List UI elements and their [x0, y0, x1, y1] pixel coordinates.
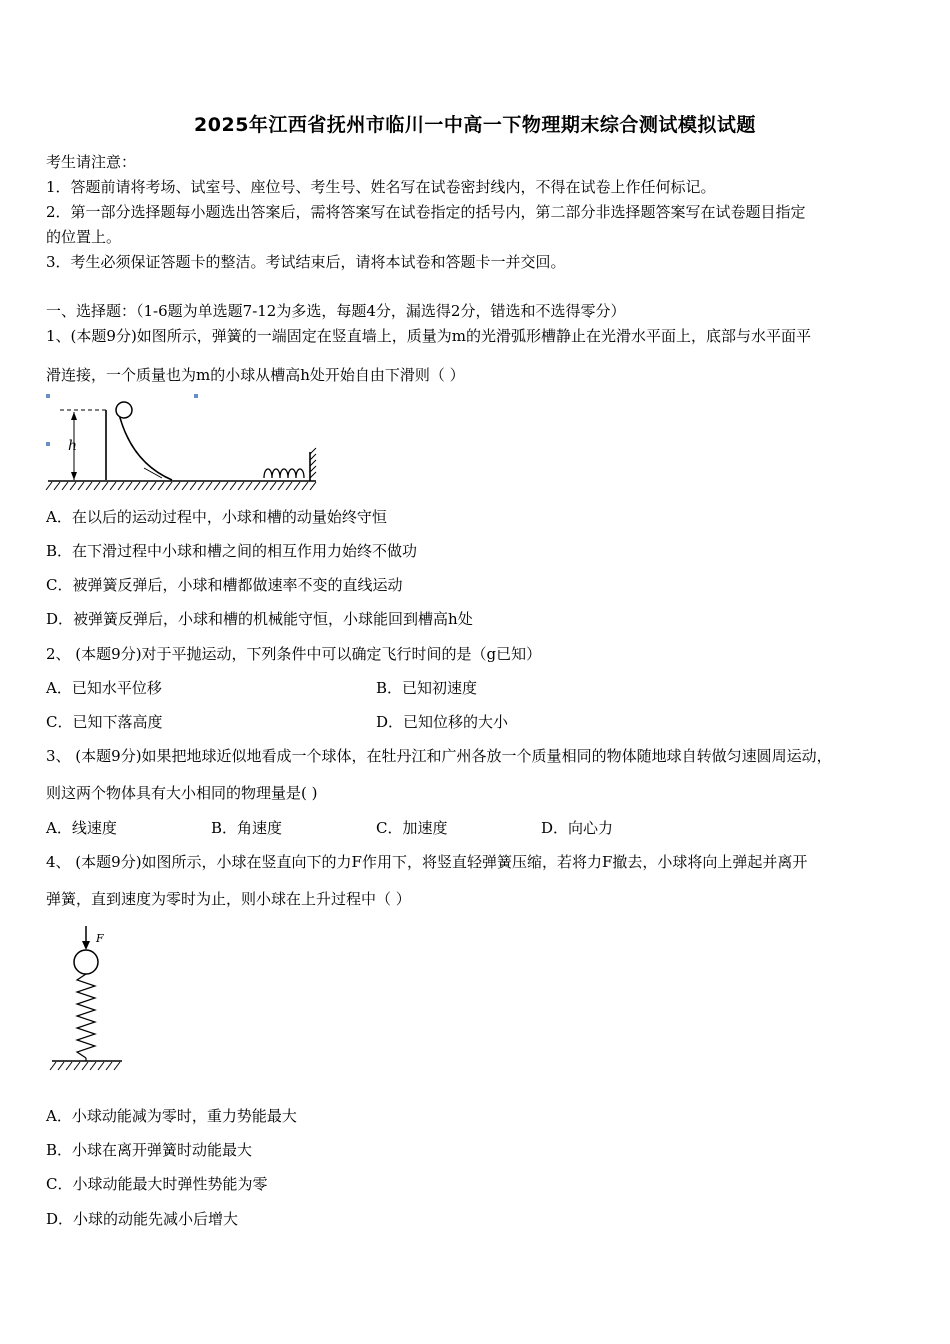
figure-marker [46, 442, 50, 446]
trough-arc [118, 410, 172, 480]
force-arrow-head [82, 941, 90, 950]
q1-figure-slope-spring [44, 392, 324, 492]
q2-option-c: C．已知下落高度 [46, 713, 163, 731]
q2-stem: 2、 (本题9分)对于平抛运动，下列条件中可以确定飞行时间的是（g已知） [46, 645, 542, 663]
q4-option-a: A．小球动能减为零时，重力势能最大 [46, 1107, 297, 1125]
q3-stem-line-1: 3、 (本题9分)如果把地球近似地看成一个球体，在牡丹江和广州各放一个质量相同的物体随地球自转做匀速圆周运动， [46, 747, 832, 765]
ground-hatching [46, 482, 316, 490]
q1-stem-line-1: 1、(本题9分)如图所示，弹簧的一端固定在竖直墙上，质量为m的光滑弧形槽静止在光滑水平面上，底部与水平面平 [46, 327, 812, 345]
q4-stem-line-2: 弹簧，直到速度为零时为止，则小球在上升过程中（ ） [46, 890, 411, 908]
q2-option-d: D．已知位移的大小 [376, 713, 509, 731]
spring [77, 974, 95, 1058]
height-arrow-down [71, 472, 77, 480]
page-title: 2025年江西省抚州市临川一中高一下物理期末综合测试模拟试题 [194, 114, 756, 136]
notice-item-2: 2．第一部分选择题每小题选出答案后，需将答案写在试卷指定的括号内，第二部分非选择题答案写在试卷题目指定 [46, 203, 806, 221]
q3-option-b: B．角速度 [211, 819, 283, 837]
q3-option-d: D．向心力 [541, 819, 614, 837]
q1-option-b: B．在下滑过程中小球和槽之间的相互作用力始终不做功 [46, 542, 418, 560]
q2-option-a: A．已知水平位移 [46, 679, 162, 697]
q4-figure-ball-spring [46, 924, 126, 1074]
figure-marker [194, 394, 198, 398]
q4-option-b: B．小球在离开弹簧时动能最大 [46, 1141, 253, 1159]
q4-stem-line-1: 4、 (本题9分)如图所示，小球在竖直向下的力F作用下，将竖直轻弹簧压缩，若将力F撤去，小球将向上弹起并离开 [46, 853, 808, 871]
spring [264, 469, 304, 478]
q2-option-b: B．已知初速度 [376, 679, 478, 697]
ball [116, 402, 132, 418]
height-label: h [68, 438, 78, 454]
notice-heading: 考生请注意： [46, 153, 137, 171]
q1-option-d: D．被弹簧反弹后，小球和槽的机械能守恒，小球能回到槽高h处 [46, 610, 473, 628]
notice-item-2-cont: 的位置上。 [46, 228, 122, 246]
force-label: F [96, 932, 104, 945]
q1-stem-line-2: 滑连接，一个质量也为m的小球从槽高h处开始自由下滑则（ ） [46, 366, 465, 384]
ground-hatching [50, 1062, 120, 1070]
notice-item-1: 1．答题前请将考场、试室号、座位号、考生号、姓名写在试卷密封线内，不得在试卷上作任何标记。 [46, 178, 716, 196]
wall-hatching [310, 448, 316, 478]
ball [74, 950, 98, 974]
q4-option-c: C．小球动能最大时弹性势能为零 [46, 1175, 268, 1193]
notice-item-3: 3．考生必须保证答题卡的整洁。考试结束后，请将本试卷和答题卡一并交回。 [46, 253, 566, 271]
q3-stem-line-2: 则这两个物体具有大小相同的物理量是( ) [46, 784, 318, 802]
figure-marker [46, 394, 50, 398]
q3-option-c: C．加速度 [376, 819, 448, 837]
q1-option-a: A．在以后的运动过程中，小球和槽的动量始终守恒 [46, 508, 387, 526]
q4-option-d: D．小球的动能先减小后增大 [46, 1210, 239, 1228]
q1-option-c: C．被弹簧反弹后，小球和槽都做速率不变的直线运动 [46, 576, 403, 594]
height-arrow-up [71, 412, 77, 420]
q3-option-a: A．线速度 [46, 819, 117, 837]
section-heading: 一、选择题：（1-6题为单选题7-12为多选，每题4分，漏选得2分，错选和不选得零分） [46, 302, 626, 320]
